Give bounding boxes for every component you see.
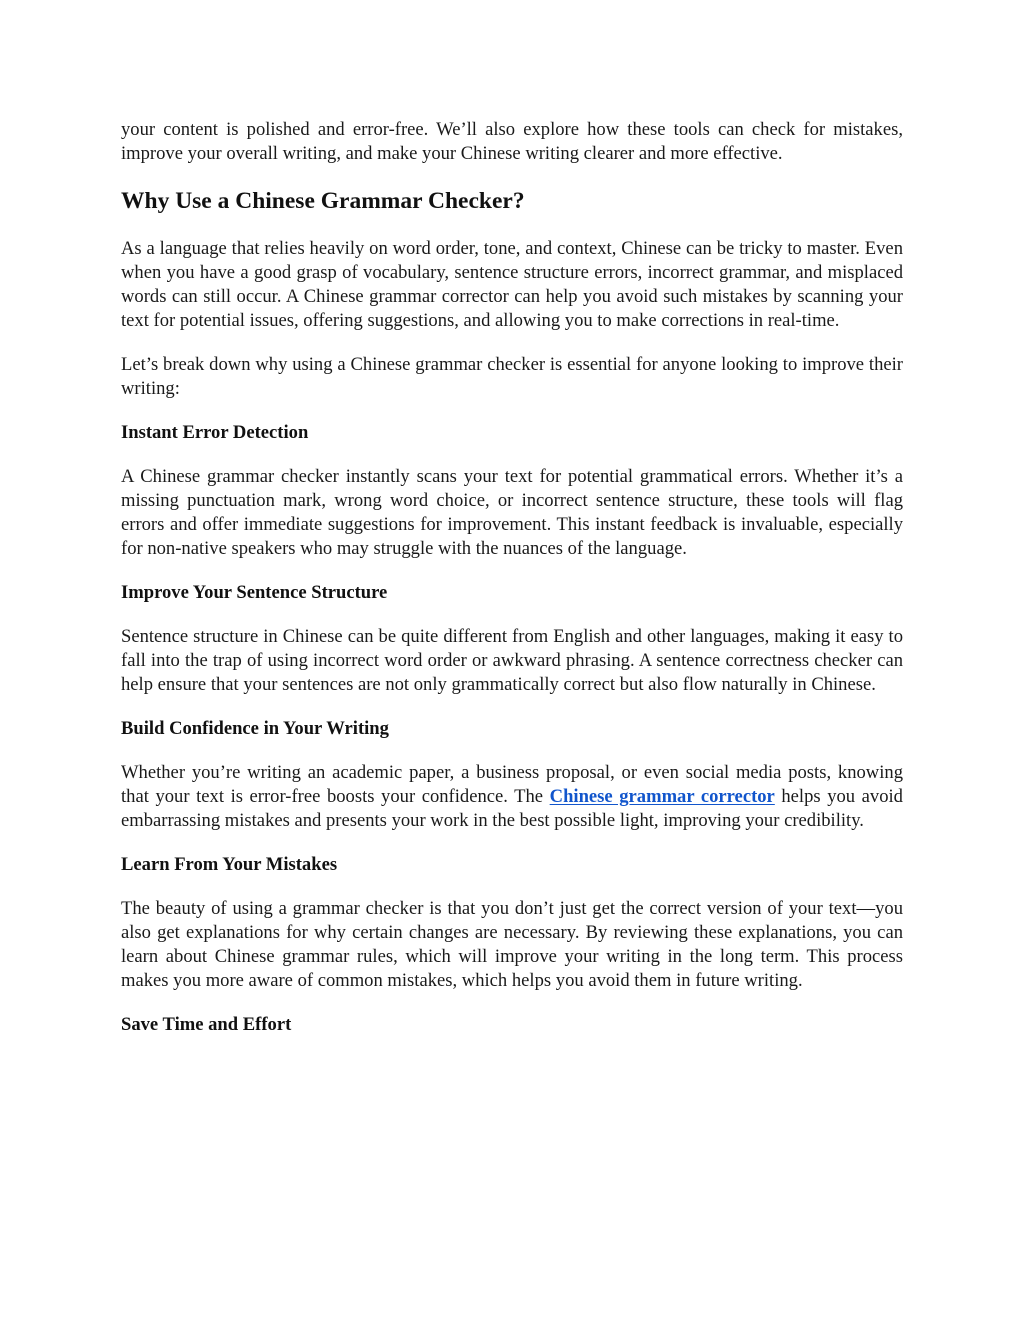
paragraph-learn-from-mistakes: The beauty of using a grammar checker is that you don’t just get the correct version of your text—you also get explanations for why certain changes are necessary. By reviewing these explanations, you can learn about Chinese grammar rules, which will improve your writing in the long term. This process makes you more aware of common mistakes, which helps you avoid them in future writing. (121, 898, 903, 991)
section-paragraph-2: Let’s break down why using a Chinese grammar checker is essential for anyone looking to improve their writing: (121, 354, 903, 399)
paragraph-improve-sentence-structure: Sentence structure in Chinese can be quite different from English and other languages, making it easy to fall into the trap of using incorrect word order or awkward phrasing. A sentence correctness checker can help ensure that your sentences are not only grammatically correct but also flow naturally in Chinese. (121, 626, 903, 695)
document-page (121, 118, 903, 1037)
paragraph-build-confidence (121, 761, 903, 833)
subheading-save-time-and-effort: Save Time and Effort (121, 1014, 292, 1035)
paragraph-build-confidence-text-after: helps you avoid embarrassing mistakes and presents your work in the best possible light, improving your credibility. (121, 786, 903, 831)
section-heading: Why Use a Chinese Grammar Checker? (121, 188, 525, 214)
chinese-grammar-corrector-link[interactable]: Chinese grammar corrector (549, 786, 775, 807)
subheading-build-confidence: Build Confidence in Your Writing (121, 718, 389, 739)
paragraph-build-confidence-text-before: Whether you’re writing an academic paper, a business proposal, or even social media posts, knowing that your text is error-free boosts your confidence. The (121, 762, 903, 807)
paragraph-instant-error-detection: A Chinese grammar checker instantly scans your text for potential grammatical errors. Whether it’s a missing punctuation mark, wrong word choice, or incorrect sentence structure, these tools will flag errors and offer immediate suggestions for improvement. This instant feedback is invaluable, especially for non-native speakers who may struggle with the nuances of the language. (121, 466, 903, 559)
section-paragraph-1: As a language that relies heavily on word order, tone, and context, Chinese can be tricky to master. Even when you have a good grasp of vocabulary, sentence structure errors, incorrect grammar, and misplaced words can still occur. A Chinese grammar corrector can help you avoid such mistakes by scanning your text for potential issues, offering suggestions, and allowing you to make corrections in real-time. (121, 238, 903, 331)
subheading-improve-sentence-structure: Improve Your Sentence Structure (121, 582, 388, 603)
subheading-learn-from-mistakes: Learn From Your Mistakes (121, 854, 338, 875)
intro-paragraph: your content is polished and error-free. We’ll also explore how these tools can check for mistakes, improve your overall writing, and make your Chinese writing clearer and more effective. (121, 119, 903, 164)
subheading-instant-error-detection: Instant Error Detection (121, 422, 309, 443)
